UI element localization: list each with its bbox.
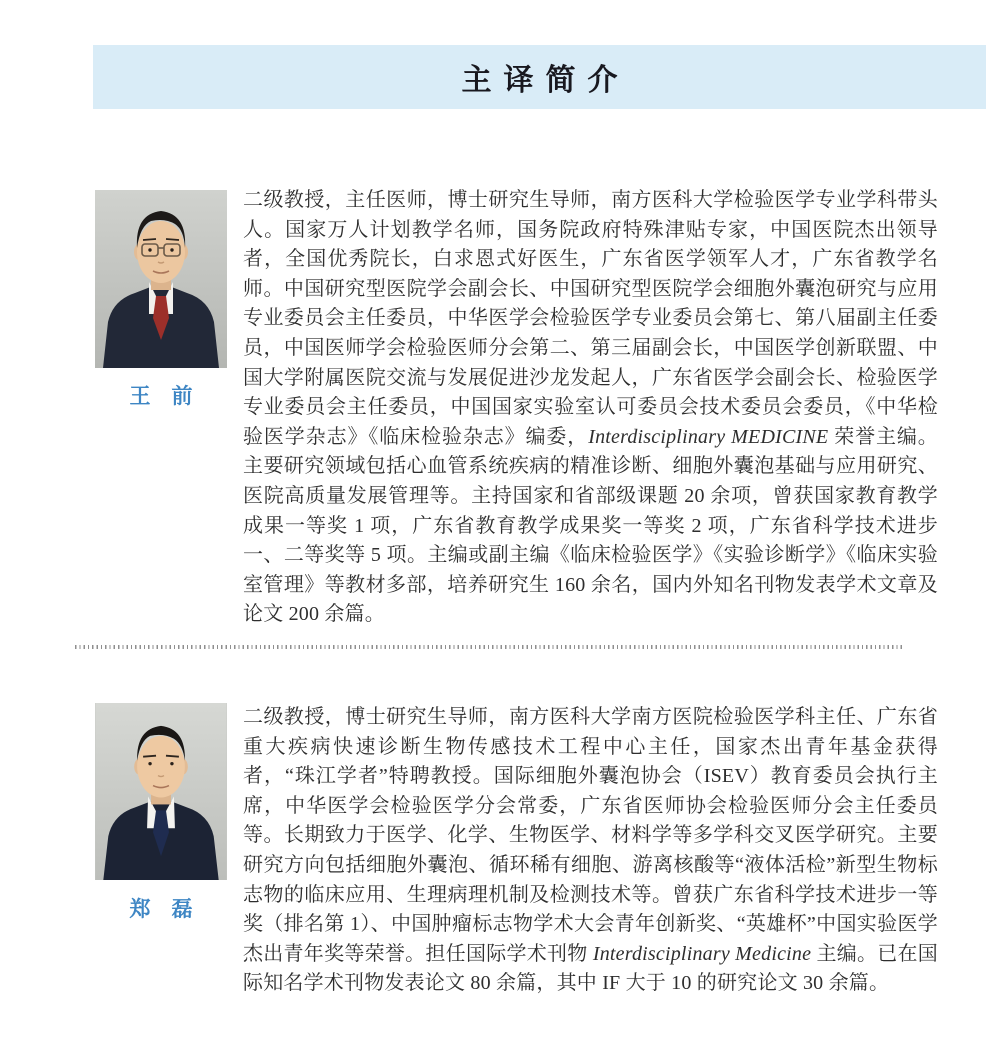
section-divider — [75, 645, 905, 649]
portrait-man-dark-tie-icon — [95, 703, 227, 880]
translator-name: 王 前 — [129, 384, 193, 408]
portrait-photo-zheng-lei — [95, 703, 227, 880]
portrait-photo-wang-qian — [95, 190, 227, 368]
translator-bio: 二级教授，博士研究生导师，南方医科大学南方医院检验医学科主任、广东省重大疾病快速诊断生物传感技术工程中心主任，国家杰出青年基金获得者，“珠江学者”特聘教授。国际细胞外囊泡协会（ISEV）教育委员会执行主席，中华医学会检验医学分会常委，广东省医师协会检验医师分会主任委员等。长期致力于医学、化学、生物医学、材料学等多学科交叉医学研究。主要研究方向包括细胞外囊泡、循环稀有细胞、游离核酸等“液体活检”新型生物标志物的临床应用、生理病理机制及检测技术等。曾获广东省科学技术进步一等奖（排名第 1）、中国肿瘤标志物学术大会青年创新奖、“英雄杯”中国实验医学杰出青年奖等荣誉。担任国际学术刊物 Interdisciplinary Medicine 主编。已在国际知名学术刊物发表论文 80 余篇，其中 IF 大于 10 的研究论文 30 余篇。 — [243, 706, 938, 995]
page-title: 主译简介 — [461, 64, 630, 97]
portrait-man-glasses-red-tie-icon — [95, 190, 227, 368]
title-banner — [93, 45, 986, 109]
translator-name: 郑 磊 — [129, 897, 193, 921]
translator-bio: 二级教授，主任医师，博士研究生导师，南方医科大学检验医学专业学科带头人。国家万人计划教学名师，国务院政府特殊津贴专家，中国医院杰出领导者，全国优秀院长，白求恩式好医生，广东省医学领军人才，广东省教学名师。中国研究型医院学会副会长、中国研究型医院学会细胞外囊泡研究与应用专业委员会主任委员，中华医学会检验医学专业委员会第七、第八届副主任委员，中国医师学会检验医师分会第二、第三届副会长，中国医学创新联盟、中国大学附属医院交流与发展促进沙龙发起人，广东省医学会副会长、检验医学专业委员会主任委员，中国国家实验室认可委员会技术委员会委员，《中华检验医学杂志》《临床检验杂志》编委，Interdisciplinary MEDICINE 荣誉主编。主要研究领域包括心血管系统疾病的精准诊断、细胞外囊泡基础与应用研究、医院高质量发展管理等。主持国家和省部级课题 20 余项，曾获国家教育教学成果一等奖 1 项，广东省教育教学成果奖一等奖 2 项，广东省科学技术进步一、二等奖等 5 项。主编或副主编《临床检验医学》《实验诊断学》《临床实验室管理》等教材多部，培养研究生 160 余名，国内外知名刊物发表学术文章及论文 200 余篇。 — [243, 189, 938, 626]
